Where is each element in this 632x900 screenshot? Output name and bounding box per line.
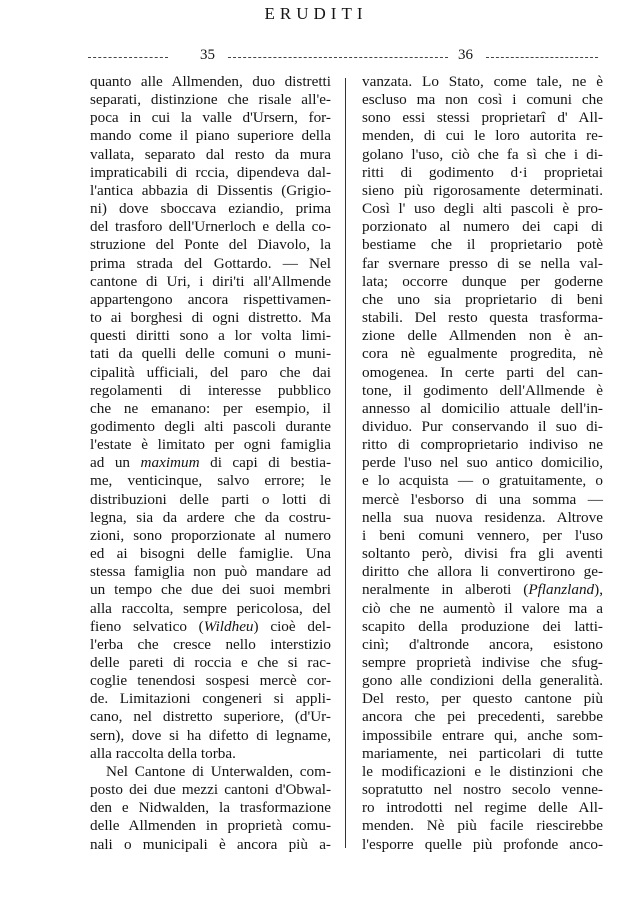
text-line: del trasforo dell'Urnerloch e della co- — [90, 218, 331, 236]
text-line: cantone di Uri, i diri'ti all'Allmende — [90, 272, 331, 290]
text-line: menden, di cui le loro autorita re- — [362, 127, 603, 145]
text-line: cora nè egualmente progredita, nè — [362, 345, 603, 363]
text-line: legna, sia da ardere che da costru- — [90, 508, 331, 526]
text-line: diritto che allora li convertirono ge- — [362, 563, 603, 581]
text-line: ritti di godimento d·i proprietai — [362, 163, 603, 181]
text-line: alla raccolta della torba. — [90, 744, 236, 762]
text-line: fieno selvatico (Wildheu) cioè del- — [90, 617, 331, 635]
text-line: che uno sia proprietario di beni — [362, 290, 603, 308]
text-line: scapito della produzione dei latti- — [362, 617, 603, 635]
text-line: bestiame che il proprietario potè — [362, 236, 603, 254]
text-line: l'esporre quelle più profonde anco- — [362, 835, 603, 853]
text-line: Del resto, per questo cantone più — [362, 690, 603, 708]
text-line: separati, distinzione che risale all'e- — [90, 91, 331, 109]
text-line: un tempo che due dei suoi membri — [90, 581, 331, 599]
text-line: cipalità ufficiali, del paro che dai — [90, 363, 331, 381]
text-line: poca in cui la valle d'Ursern, for- — [90, 109, 331, 127]
text-line: appartengono ancora rispettivamen- — [90, 290, 331, 308]
text-line: vanzata. Lo Stato, come tale, ne è — [362, 73, 603, 90]
text-line: distribuzioni delle parti o lotti di — [90, 490, 331, 508]
text-line: me, venticinque, salvo errore; le — [90, 472, 331, 490]
right-column-text — [362, 73, 603, 854]
text-line: struzione del Ponte del Diavolo, la — [90, 236, 331, 254]
text-line: nali o municipali è ancora più a- — [90, 835, 331, 853]
text-line: ciò che ne aumentò il valore ma a — [362, 599, 603, 617]
text-line: ni) dove sboccava eziandio, prima — [90, 200, 331, 218]
page-number-right: 36 — [458, 47, 473, 63]
text-line: to ai borghesi di ogni distretto. Ma — [90, 309, 331, 327]
text-line: coglie tenendosi sospesi mercè cor- — [90, 672, 331, 690]
column-divider — [345, 78, 346, 848]
text-line: l'estate è limitato per ogni famiglia — [90, 436, 331, 454]
text-line: lata; occorre dunque per goderne — [362, 272, 603, 290]
text-line: cano, nel distretto superiore, (d'Ur- — [90, 708, 331, 726]
header-rule-middle — [228, 57, 448, 58]
text-line: impraticabili di rccia, dipendeva dal- — [90, 163, 331, 181]
text-line: ritto di comproprietario indiviso ne — [362, 436, 603, 454]
text-line: Nel Cantone di Unterwalden, com- — [106, 762, 331, 780]
text-line: annesso al domicilio attuale dell'in- — [362, 399, 603, 417]
text-line: i beni comuni vennero, per l'uso — [362, 526, 603, 544]
text-line: sern), dove si ha difetto di legname, — [90, 726, 331, 744]
left-column-text — [90, 73, 331, 854]
text-line: alla raccolta, sempre pericolosa, del — [90, 599, 331, 617]
text-line: regolamenti di interesse pubblico — [90, 381, 331, 399]
text-line: e lo acquista — o gratuitamente, o — [362, 472, 603, 490]
text-line: l'erba che cresce nello interstizio — [90, 635, 331, 653]
text-line: sopratutto nel nostro secolo venne- — [362, 781, 603, 799]
text-line: delle pareti di roccia e che si rac- — [90, 654, 331, 671]
text-line: tati da quelli delle comuni o muni- — [90, 345, 331, 363]
text-line: den e Nidwalden, la trasformazione — [90, 799, 331, 817]
header-rule-right — [486, 57, 598, 58]
text-line: zioni, sono proporzionate al numero — [90, 526, 331, 544]
text-line: che ne emanano: per esempio, il — [90, 399, 331, 417]
text-line: sieno più rigorosamente determinati. — [362, 181, 603, 199]
text-line: zione delle Allmenden non è an- — [362, 327, 603, 345]
text-line: gono alle condizioni della generalità. — [362, 672, 603, 690]
text-line: ancora che pei precedenti, sarebbe — [362, 708, 603, 726]
text-line: far svernare presso di se nella val- — [362, 254, 603, 272]
text-line: neralmente in alberoti (Pflanzland), — [362, 581, 603, 599]
text-line: soltanto però, divisi fra gli aventi — [362, 545, 603, 563]
text-line: l'antica abbazia di Dissentis (Grigio- — [90, 181, 331, 199]
text-line: nella sua nuova residenza. Altrove — [362, 508, 603, 526]
running-head: ERUDITI — [264, 4, 368, 23]
text-line: ed ai bisogni delle famiglie. Una — [90, 545, 331, 563]
text-line: tone, il godimento dell'Allmende è — [362, 381, 603, 399]
text-line: stabili. Del resto questa trasforma- — [362, 309, 603, 327]
text-line: prima strada del Gottardo. — Nel — [90, 254, 331, 272]
text-line: mariamente, nei particolari di tutte — [362, 744, 603, 762]
header-rule-left — [88, 57, 168, 58]
text-line: dividuo. Pur conservando il suo di- — [362, 417, 603, 435]
text-line: delle Allmenden in proprietà comu- — [90, 817, 331, 835]
text-line: sempre proprietà indivise che sfug- — [362, 654, 603, 671]
text-line: quanto alle Allmenden, duo distretti — [90, 73, 331, 90]
text-line: golano l'uso, ciò che fa sì che i di- — [362, 145, 603, 163]
text-line: impossibile entrare qui, anche som- — [362, 726, 603, 744]
text-line: le modificazioni e le distinzioni che — [362, 762, 603, 780]
text-line: Così l' uso degli alti pascoli è pro- — [362, 200, 603, 218]
page-number-left: 35 — [200, 47, 215, 63]
text-line: godimento degli alti pascoli durante — [90, 417, 331, 435]
text-line: cinì; d'altronde ancora, esistono — [362, 635, 603, 653]
text-line: de. Limitazioni congeneri si appli- — [90, 690, 331, 708]
text-line: stessa famiglia non può mandare ad — [90, 563, 331, 581]
text-line: mando come il piano superiore della — [90, 127, 331, 145]
text-line: mercè l'esborso di una somma — — [362, 490, 603, 508]
text-line: questi diritti sono a lor volta limi- — [90, 327, 331, 345]
text-line: vallata, separato dal resto da mura — [90, 145, 331, 163]
text-line: escluso ma non così i comuni che — [362, 91, 603, 109]
text-line: menden. Nè più facile riescirebbe — [362, 817, 603, 835]
text-line: ro introdotti nel regime delle All- — [362, 799, 603, 817]
text-line: posto dei due mezzi cantoni d'Obwal- — [90, 781, 331, 799]
text-line: porzionato al numero dei capi di — [362, 218, 603, 236]
text-line: ad un maximum di capi di bestia- — [90, 454, 331, 472]
text-line: sono essi stessi proprietarî d' All- — [362, 109, 603, 127]
text-line: omogenea. In certe parti del can- — [362, 363, 603, 381]
text-line: perde l'uso nel suo antico domicilio, — [362, 454, 603, 472]
